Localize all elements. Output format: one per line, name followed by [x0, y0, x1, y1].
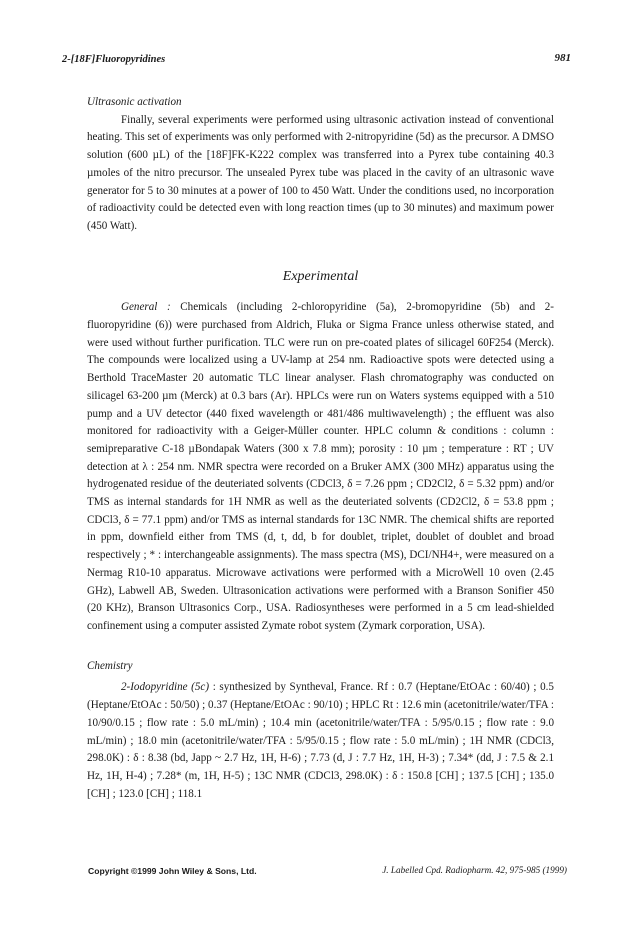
- experimental-title: Experimental: [282, 268, 359, 284]
- journal-citation: J. Labelled Cpd. Radiopharm. 42, 975-985 (1999): [382, 865, 567, 875]
- general-paragraph: [87, 299, 554, 635]
- chemistry-heading: Chemistry: [87, 659, 133, 672]
- chemistry-text: : synthesized by Syntheval, France. Rf : 0.7 (Heptane/EtOAc : 60/40) ; 0.5 (Heptane/EtOAc : 50/50) ; 0.37 (Heptane/EtOAc : 90/10) ; HPLC Rt : 12.6 min (acetonitrile/water/TFA : 10/90/0.15 ; flow rate : 5.0 mL/min) ; 10.4 min (acetonitrile/water/TFA : 5/95/0.15 ; flow rate : 9.0 mL/min) ; 18.0 min (acetonitrile/water/TFA : 5/95/0.15 ; flow rate : 5.0 mL/min) ; 1H NMR (CDCl3, 298.0K) : δ : 8.38 (bd, Japp ~ 2.7 Hz, 1H, H-6) ; 7.73 (d, J : 7.7 Hz, 1H, H-3) ; 7.34* (dd, J : 7.5 & 2.1 Hz, 1H, H-4) ; 7.28* (m, 1H, H-5) ; 13C NMR (CDCl3, 298.0K) : δ : 150.8 [CH] ; 137.5 [CH] ; 135.0 [CH] ; 123.0 [CH] ; 118.1: [87, 681, 554, 800]
- compound-label: 2-Iodopyridine (5c): [121, 681, 210, 694]
- running-title: 2-[18F]Fluoropyridines: [62, 54, 166, 65]
- chemistry-paragraph: [87, 679, 554, 803]
- general-text: Chemicals (including 2-chloropyridine (5a), 2-bromopyridine (5b) and 2-fluoropyridine (6)) were purchased from Aldrich, Fluka or Sigma France unless otherwise stated, and were used without further purification. TLC were run on pre-coated plates of silicagel 60F254 (Merck). The compounds were localized using a UV-lamp at 254 nm. Radioactive spots were detected using a Berthold TraceMaster 20 automatic TLC linear analyser. Flash chromatography was conducted on silicagel 63-200 µm (Merck) at 0.3 bars (Ar). HPLCs were run on Waters systems equipped with a 510 pump and a UV detector (440 fixed wavelength or 481/486 multiwavelength) ; the effluent was also monitored for radioactivity with a Geiger-Müller counter. HPLC column & conditions : column : semipreparative C-18 µBondapak Waters (300 x 7.8 mm); porosity : 10 µm ; temperature : RT ; UV detection at λ : 254 nm. NMR spectra were recorded on a Bruker AMX (300 MHz) apparatus using the hydrogenated residue of the deuteriated solvents (CDCl3, δ = 7.26 ppm ; CD2Cl2, δ = 5.32 ppm) and/or TMS as internal standards for 1H NMR as well as the deuteriated solvents (CD2Cl2, δ = 53.8 ppm ; CDCl3, δ = 77.1 ppm) and/or TMS as internal standards for 13C NMR. The chemical shifts are reported in ppm, downfield either from TMS (d, t, dd, b for doublet, triplet, doublet of doublet and broad respectively ; * : interchangeable assignments). The mass spectra (MS), DCI/NH4+, were measured on a Nermag R10-10 apparatus. Microwave activations were performed with a MicroWell 10 oven (2.45 GHz), Labwell AB, Sweden. Ultrasonication activations were performed with a Branson Sonifier 450 (20 KHz), Branson Ultrasonics Corp., USA. Radiosyntheses were performed in a 5 cm lead-shielded confinement using a computer assisted Zymate robot system (Zymark corporation, USA).: [87, 301, 554, 632]
- page-number: 981: [554, 52, 571, 64]
- general-label: General :: [121, 301, 171, 314]
- ultrasonic-heading: Ultrasonic activation: [87, 96, 182, 108]
- copyright-notice: Copyright ©1999 John Wiley & Sons, Ltd.: [88, 866, 257, 876]
- ultrasonic-paragraph: Finally, several experiments were performed using ultrasonic activation instead of conventional heating. This set of experiments was only performed with 2-nitropyridine (5d) as the precursor. A DMSO solution (600 µL) of the [18F]FK-K222 complex was transferred into a Pyrex tube containing 40.3 µmoles of the nitro precursor. The unsealed Pyrex tube was placed in the cavity of an ultrasonic wave generator for 5 to 30 minutes at a power of 100 to 450 Watt. Under the conditions used, no incorporation of radioactivity could be detected even with long reaction times (up to 30 minutes) and maximum power (450 Watt).: [87, 113, 554, 232]
- main-content: [87, 94, 554, 803]
